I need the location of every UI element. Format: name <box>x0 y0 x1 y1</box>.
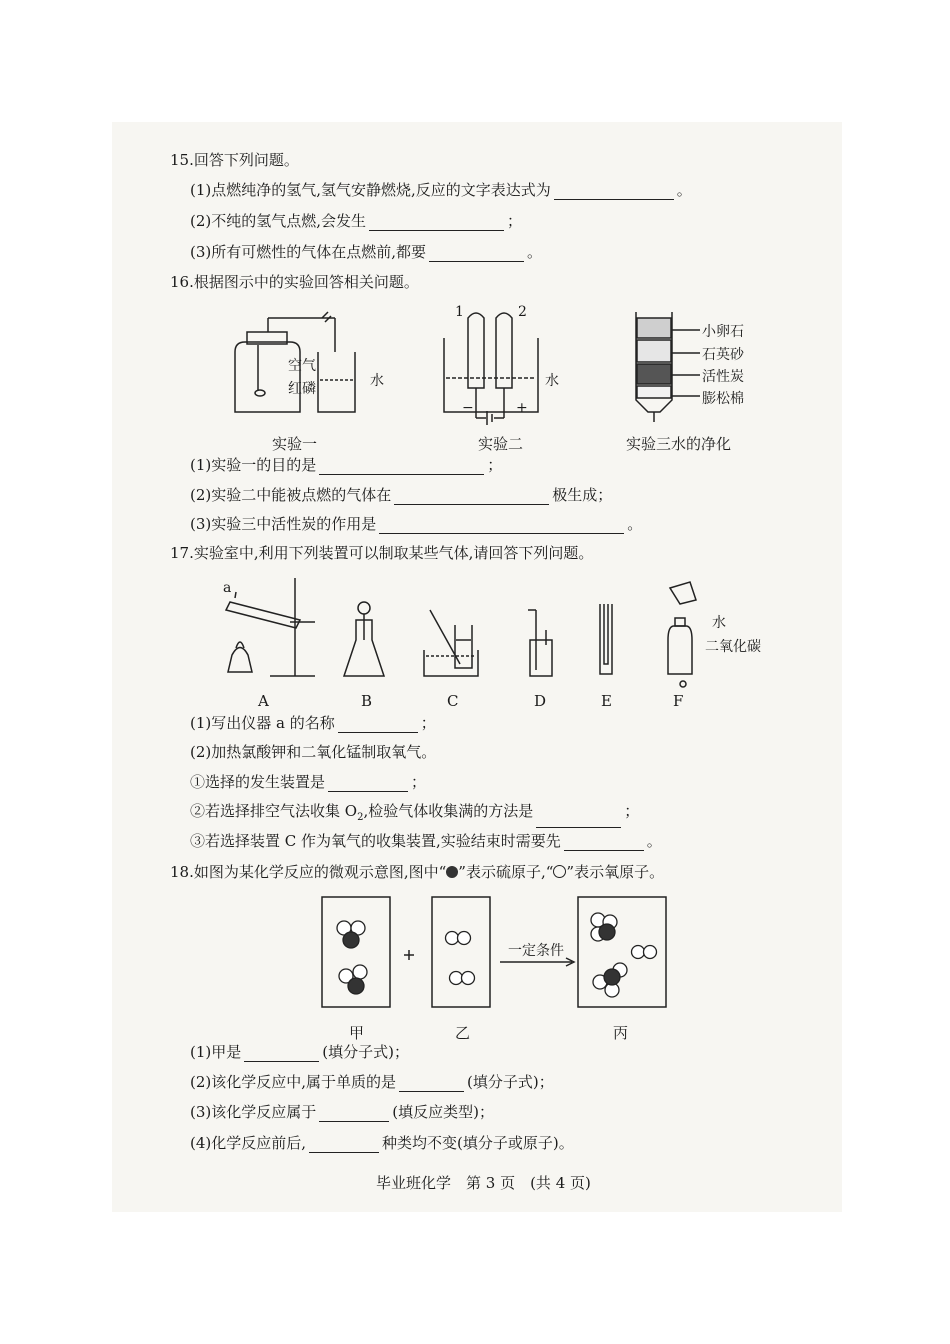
q16-title: 16.根据图示中的实验回答相关问题。 <box>170 273 419 291</box>
q17-co2-label: 二氧化碳 <box>705 639 761 655</box>
exp2-plus-label: + <box>516 400 528 416</box>
exp2-caption: 实验二 <box>478 435 524 453</box>
q16-item-2: (2)实验二中能被点燃的气体在 极生成； <box>190 486 613 504</box>
q17-title: 17.实验室中,利用下列装置可以制取某些气体,请回答下列问题。 <box>170 544 594 562</box>
exp3-caption: 实验三水的净化 <box>626 435 732 453</box>
q15-item-3: (3)所有可燃性的气体在点燃前,都要 。 <box>190 243 543 261</box>
q15-item-1: (1)点燃纯净的氢气,氢气安静燃烧,反应的文字表达式为 。 <box>190 181 692 199</box>
q18-title: 18.如图为某化学反应的微观示意图,图中“ ”表示硫原子,“ ”表示氧原子。 <box>170 863 665 881</box>
q18-item-2: (2)该化学反应中,属于单质的是 (填分子式)； <box>190 1073 554 1091</box>
q17-water-label: 水 <box>712 615 726 631</box>
label-bing: 丙 <box>613 1024 629 1042</box>
reaction-condition-label: 一定条件 <box>508 943 564 959</box>
exp1-phosphorus-label: 红磷 <box>288 381 316 397</box>
apparatus-d-label: D <box>534 692 547 710</box>
q17-instrument-a-label: a <box>223 580 232 596</box>
exp1-air-label: 空气 <box>288 358 316 374</box>
q18-item-3: (3)该化学反应属于 (填反应类型)； <box>190 1103 494 1121</box>
q18-item-1: (1)甲是 (填分子式)； <box>190 1043 409 1061</box>
exp2-tube1-label: 1 <box>455 304 464 320</box>
exp1-caption: 实验一 <box>272 435 318 453</box>
exp1-water-label: 水 <box>370 373 384 389</box>
q18-item-4: (4)化学反应前后, 种类均不变(填分子或原子)。 <box>190 1134 574 1152</box>
q17-item-2a: ①选择的发生装置是 ； <box>190 773 427 791</box>
box-yi <box>432 897 490 1007</box>
q15-title: 15.回答下列问题。 <box>170 151 299 169</box>
q17-item-2c: ③若选择装置 C 作为氧气的收集装置,实验结束时需要先 。 <box>190 832 662 850</box>
exp3-pebbles-label: 小卵石 <box>702 324 744 340</box>
q17-item-2: (2)加热氯酸钾和二氧化锰制取氧气。 <box>190 743 437 761</box>
q17-item-1: (1)写出仪器 a 的名称 ； <box>190 714 436 732</box>
exp2-minus-label: − <box>462 400 474 416</box>
q16-item-1: (1)实验一的目的是 ； <box>190 456 503 474</box>
q15-item-2: (2)不纯的氢气点燃,会发生 ； <box>190 212 523 230</box>
page-footer: 毕业班化学 第 3 页 (共 4 页) <box>376 1174 591 1192</box>
label-yi: 乙 <box>455 1024 471 1042</box>
apparatus-c-label: C <box>447 692 459 710</box>
exp2-water-label: 水 <box>545 373 559 389</box>
q16-item-3: (3)实验三中活性炭的作用是 。 <box>190 515 643 533</box>
apparatus-f-label: F <box>673 692 684 710</box>
label-jia: 甲 <box>349 1024 365 1042</box>
apparatus-a-label: A <box>258 692 269 710</box>
exp3-sand-label: 石英砂 <box>702 347 744 363</box>
exp2-tube2-label: 2 <box>518 304 527 320</box>
q17-item-2b: ②若选择排空气法收集 $O_2$,检验气体收集满的方法是 ； <box>190 801 639 828</box>
exp3-carbon-label: 活性炭 <box>702 369 744 385</box>
apparatus-e-label: E <box>601 692 612 710</box>
exp3-cotton-label: 膨松棉 <box>702 391 744 407</box>
apparatus-b-label: B <box>361 692 373 710</box>
